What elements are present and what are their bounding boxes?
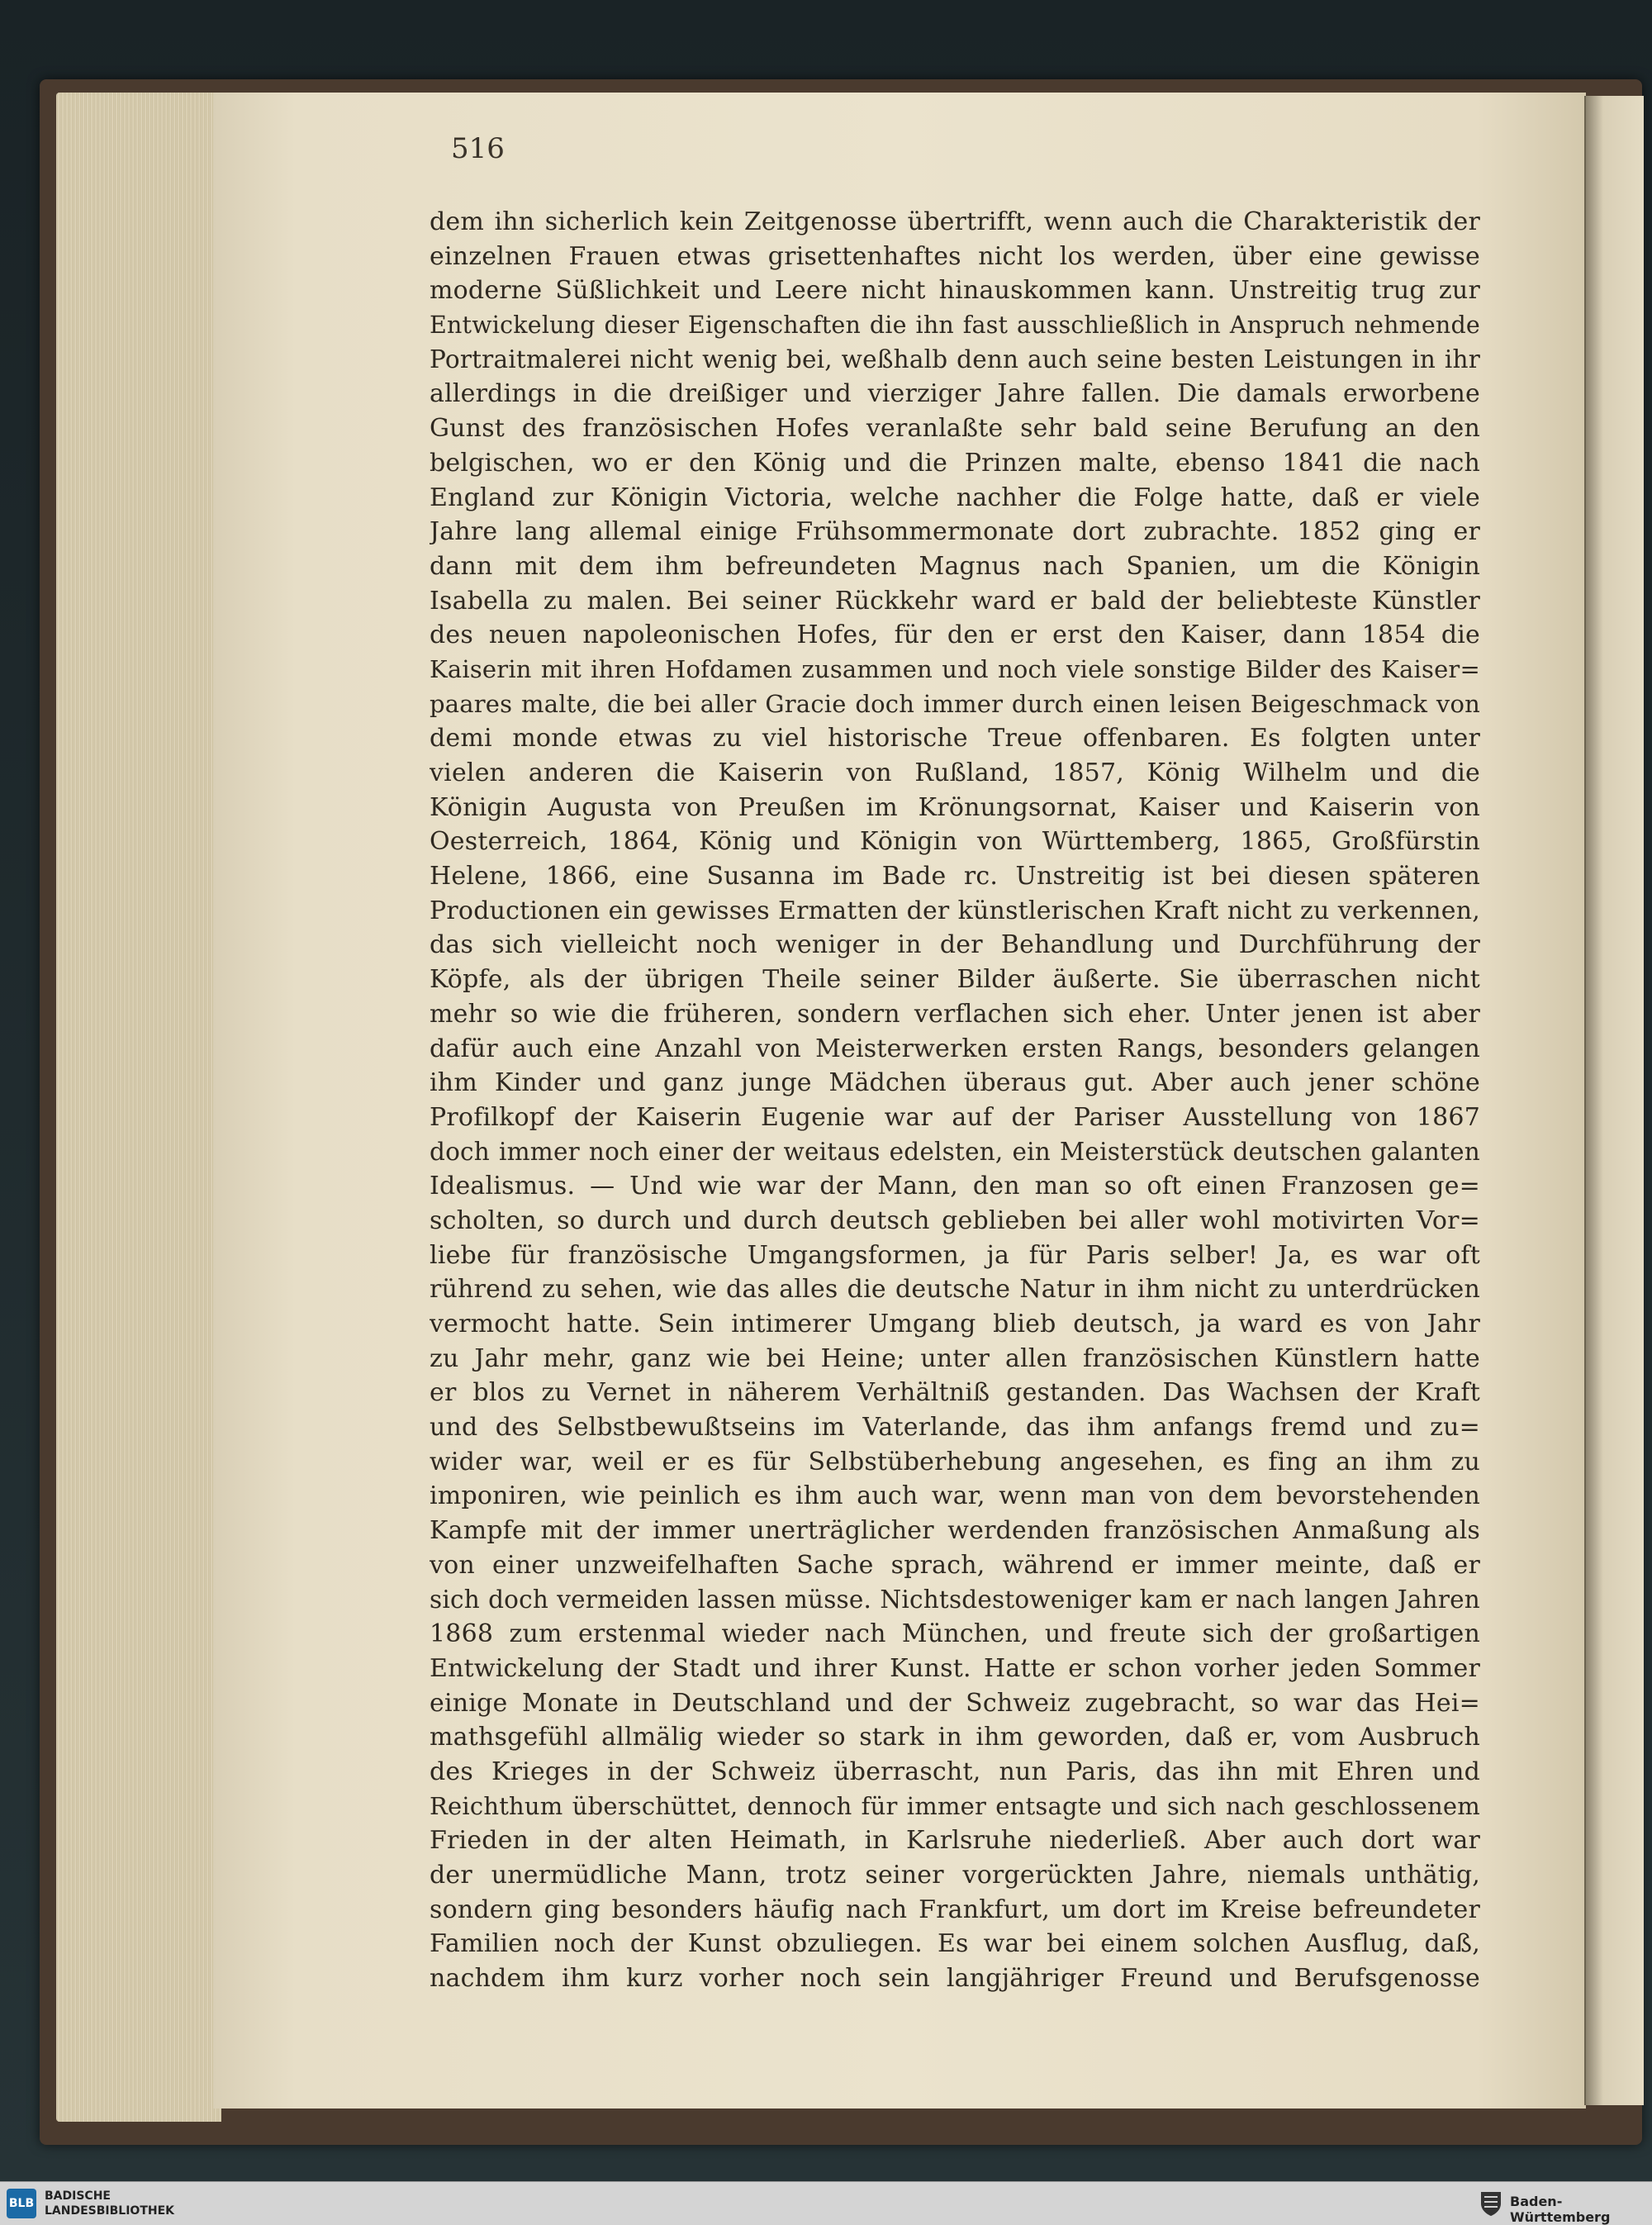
text-line: dafür auch eine Anzahl von Meisterwerken ersten Rangs, besonders gelangen bbox=[430, 1034, 1480, 1063]
text-line: Reichthum überschüttet, dennoch für immer entsagte und sich nach geschlossenem bbox=[430, 1791, 1480, 1820]
text-line: mathsgefühl allmälig wieder so stark in ihm geworden, daß er, vom Ausbruch bbox=[430, 1723, 1480, 1752]
text-line: von einer unzweifelhaften Sache sprach, während er immer meinte, daß er bbox=[430, 1550, 1480, 1580]
text-line: Entwickelung der Stadt und ihrer Kunst. Hatte er schon vorher jeden Sommer bbox=[430, 1653, 1480, 1683]
library-name-line2: LANDESBIBLIOTHEK bbox=[45, 2204, 175, 2218]
text-line: Idealismus. — Und wie war der Mann, den man so oft einen Franzosen ge= bbox=[430, 1172, 1480, 1201]
page-text bbox=[430, 205, 1480, 1996]
text-line: Königin Augusta von Preußen im Krönungsornat, Kaiser und Kaiserin von bbox=[430, 792, 1480, 822]
text-line: des Krieges in der Schweiz überrascht, nun Paris, das ihn mit Ehren und bbox=[430, 1757, 1480, 1786]
text-line: ihm Kinder und ganz junge Mädchen überaus gut. Aber auch jener schöne bbox=[430, 1068, 1480, 1098]
library-name bbox=[45, 2189, 174, 2218]
blb-logo[interactable]: BLB bbox=[7, 2189, 36, 2218]
library-name-line1: BADISCHE bbox=[45, 2189, 111, 2203]
text-line: vielen anderen die Kaiserin von Rußland, 1857, König Wilhelm und die bbox=[430, 758, 1480, 787]
text-line: belgischen, wo er den König und die Prinzen malte, ebenso 1841 die nach bbox=[430, 448, 1480, 478]
text-line: Productionen ein gewisses Ermatten der künstlerischen Kraft nicht zu verkennen, bbox=[430, 896, 1480, 925]
text-line: dem ihn sicherlich kein Zeitgenosse übertrifft, wenn auch die Charakteristik der bbox=[430, 207, 1480, 236]
text-line: sich doch vermeiden lassen müsse. Nichtsdestoweniger kam er nach langen Jahren bbox=[430, 1585, 1480, 1614]
text-line: imponiren, wie peinlich es ihm auch war, wenn man von dem bevorstehenden bbox=[430, 1481, 1480, 1511]
text-line: dann mit dem ihm befreundeten Magnus nach Spanien, um die Königin bbox=[430, 551, 1480, 581]
next-page-edge bbox=[1584, 96, 1644, 2105]
text-line: England zur Königin Victoria, welche nachher die Folge hatte, daß er viele bbox=[430, 483, 1480, 512]
coat-of-arms-icon bbox=[1479, 2190, 1503, 2217]
text-line: Isabella zu malen. Bei seiner Rückkehr ward er bald der beliebteste Künstler bbox=[430, 586, 1480, 616]
text-line: Entwickelung dieser Eigenschaften die ihn fast ausschließlich in Anspruch nehmende bbox=[430, 311, 1480, 340]
text-line: das sich vielleicht noch weniger in der Behandlung und Durchführung der bbox=[430, 930, 1480, 960]
text-line: Kaiserin mit ihren Hofdamen zusammen und noch viele sonstige Bilder des Kaiser= bbox=[430, 654, 1480, 683]
text-line: wider war, weil er es für Selbstüberhebung angesehen, es fing an ihm zu bbox=[430, 1447, 1480, 1476]
text-line: Gunst des französischen Hofes veranlaßte sehr bald seine Berufung an den bbox=[430, 414, 1480, 444]
text-line: Portraitmalerei nicht wenig bei, weßhalb denn auch seine besten Leistungen in ihr bbox=[430, 345, 1480, 373]
text-line: einzelnen Frauen etwas grisettenhaftes nicht los werden, über eine gewisse bbox=[430, 241, 1480, 271]
text-line: er blos zu Vernet in näherem Verhältniß gestanden. Das Wachsen der Kraft bbox=[430, 1378, 1480, 1408]
text-line: sondern ging besonders häufig nach Frankfurt, um dort im Kreise befreundeter bbox=[430, 1895, 1480, 1924]
text-line: rührend zu sehen, wie das alles die deutsche Natur in ihm nicht zu unterdrücken bbox=[430, 1275, 1480, 1305]
text-line: Profilkopf der Kaiserin Eugenie war auf der Pariser Ausstellung von 1867 bbox=[430, 1102, 1480, 1132]
text-line: paares malte, die bei aller Gracie doch immer durch einen leisen Beigeschmack von bbox=[430, 689, 1480, 718]
viewer-footer bbox=[0, 2181, 1652, 2225]
text-line: zu Jahr mehr, ganz wie bei Heine; unter allen französischen Künstlern hatte bbox=[430, 1343, 1480, 1373]
text-line: scholten, so durch und durch deutsch geblieben bei aller wohl motivirten Vor= bbox=[430, 1205, 1480, 1235]
text-line: 1868 zum erstenmal wieder nach München, und freute sich der großartigen bbox=[430, 1619, 1480, 1649]
text-line: Frieden in der alten Heimath, in Karlsruhe niederließ. Aber auch dort war bbox=[430, 1826, 1480, 1856]
text-line: Kampfe mit der immer unerträglicher werdenden französischen Anmaßung als bbox=[430, 1516, 1480, 1546]
text-line: Helene, 1866, eine Susanna im Bade rc. Unstreitig ist bei diesen späteren bbox=[430, 862, 1480, 891]
page-edges bbox=[56, 93, 221, 2122]
text-line: nachdem ihm kurz vorher noch sein langjähriger Freund und Berufsgenosse bbox=[430, 1964, 1480, 1994]
text-line: mehr so wie die früheren, sondern verflachen sich eher. Unter jenen ist aber bbox=[430, 999, 1480, 1029]
text-line: Oesterreich, 1864, König und Königin von Württemberg, 1865, Großfürstin bbox=[430, 827, 1480, 857]
text-line: Familien noch der Kunst obzuliegen. Es war bei einem solchen Ausflug, daß, bbox=[430, 1929, 1480, 1959]
text-line: Köpfe, als der übrigen Theile seiner Bilder äußerte. Sie überraschen nicht bbox=[430, 965, 1480, 995]
text-line: allerdings in die dreißiger und vierziger Jahre fallen. Die damals erworbene bbox=[430, 379, 1480, 409]
text-line: doch immer noch einer der weitaus edelsten, ein Meisterstück deutschen galanten bbox=[430, 1137, 1480, 1166]
text-line: vermocht hatte. Sein intimerer Umgang blieb deutsch, ja ward es von Jahr bbox=[430, 1310, 1480, 1338]
text-line: Jahre lang allemal einige Frühsommermonate dort zubrachte. 1852 ging er bbox=[430, 517, 1480, 547]
text-line: demi monde etwas zu viel historische Treue offenbaren. Es folgten unter bbox=[430, 724, 1480, 754]
text-line: moderne Süßlichkeit und Leere nicht hinauskommen kann. Unstreitig trug zur bbox=[430, 276, 1480, 306]
text-line: des neuen napoleonischen Hofes, für den er erst den Kaiser, dann 1854 die bbox=[430, 620, 1480, 650]
state-label[interactable]: Baden-Württemberg bbox=[1510, 2194, 1611, 2225]
page-number: 516 bbox=[451, 132, 505, 165]
text-line: einige Monate in Deutschland und der Schweiz zugebracht, so war das Hei= bbox=[430, 1688, 1480, 1718]
text-line: liebe für französische Umgangsformen, ja für Paris selber! Ja, es war oft bbox=[430, 1240, 1480, 1270]
text-line: und des Selbstbewußtseins im Vaterlande, das ihm anfangs fremd und zu= bbox=[430, 1413, 1480, 1443]
text-line: der unermüdliche Mann, trotz seiner vorgerückten Jahre, niemals unthätig, bbox=[430, 1861, 1480, 1890]
